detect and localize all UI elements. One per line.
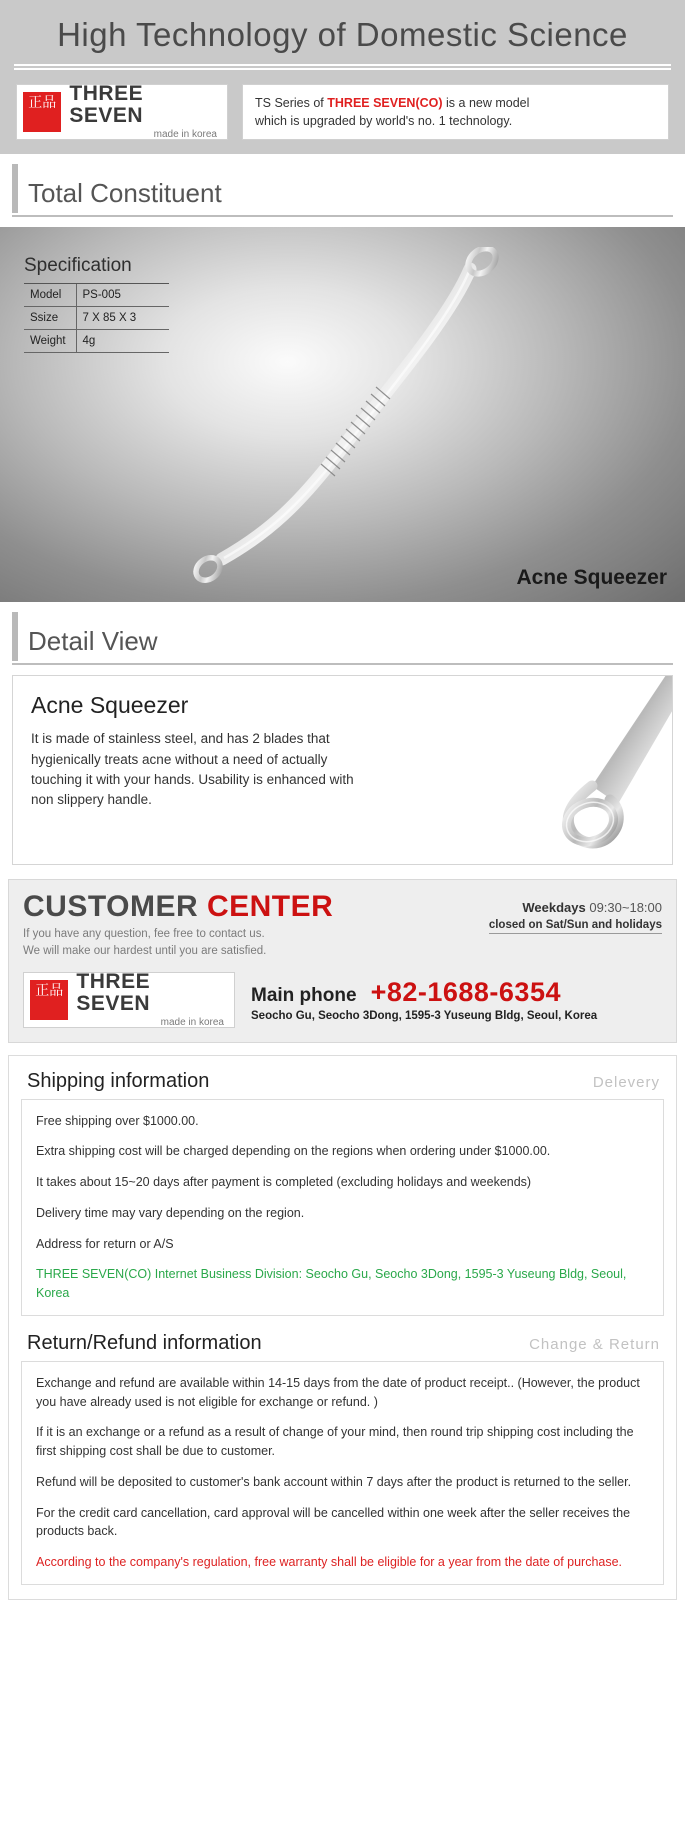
- brand-logo: [16, 84, 228, 140]
- table-row: [24, 284, 169, 307]
- shipping-line: Address for return or A/S: [36, 1236, 174, 1251]
- policy-section: [8, 1055, 677, 1600]
- business-hours-label: Weekdays: [522, 900, 586, 916]
- shipping-tag: Delevery: [592, 1073, 660, 1091]
- brand-tagline: made in korea: [160, 1016, 224, 1028]
- shipping-header: [21, 1066, 664, 1099]
- brand-seal-icon: 正品: [23, 92, 61, 132]
- table-row: [24, 307, 169, 330]
- customer-center-heading-part2: CENTER: [206, 890, 334, 924]
- returns-line: Exchange and refund are available within 14-15 days from the date of product receipt.. (However, the product you have already used is not eligible for exchange or refund. ): [36, 1375, 640, 1409]
- specification-box: [24, 255, 169, 353]
- closed-days-note: closed on Sat/Sun and holidays: [489, 919, 662, 934]
- spec-key: Weight: [24, 330, 76, 353]
- return-address: THREE SEVEN(CO) Internet Business Division: Seocho Gu, Seocho 3Dong, 1595-3 Yuseung Bldg, Seoul, Korea: [36, 1267, 627, 1301]
- header-divider: [14, 64, 671, 70]
- shipping-title: Shipping information: [27, 1069, 210, 1092]
- table-row: [24, 330, 169, 353]
- returns-line: If it is an exchange or a refund as a result of change of your mind, then round trip shipping cost including the first shipping cost shall be due to customer.: [36, 1425, 634, 1459]
- shipping-line: Extra shipping cost will be charged depending on the regions when ordering under $1000.00.: [36, 1144, 551, 1159]
- returns-tag: Change & Return: [529, 1335, 660, 1353]
- detail-closeup-image: [442, 676, 672, 865]
- detail-view-section: [0, 612, 685, 865]
- brand-tagline: made in korea: [153, 129, 217, 141]
- customer-center-heading-part1: CUSTOMER: [23, 890, 207, 924]
- total-constituent-section: [0, 164, 685, 217]
- customer-center-sub-line2: We will make our hardest until you are satisfied.: [23, 944, 267, 957]
- warranty-note: According to the company's regulation, free warranty shall be eligible for a year from the date of purchase.: [36, 1555, 623, 1570]
- header-row: [12, 84, 673, 140]
- customer-center-brand-logo: [23, 969, 235, 1028]
- section-divider: [12, 215, 673, 217]
- main-phone-label: Main phone: [251, 985, 357, 1007]
- returns-line: For the credit card cancellation, card approval will be cancelled within one week after the seller receives the products back.: [36, 1505, 631, 1539]
- returns-title: Return/Refund information: [27, 1331, 262, 1354]
- business-hours-value: 09:30~18:00: [589, 900, 662, 916]
- hero-caption: Acne Squeezer: [516, 566, 667, 590]
- spec-value: 4g: [76, 330, 169, 353]
- returns-line: Refund will be deposited to customer's bank account within 7 days after the product is returned to the seller.: [36, 1474, 632, 1489]
- customer-center-heading: [23, 890, 489, 924]
- shipping-line: Delivery time may vary depending on the region.: [36, 1205, 305, 1220]
- header-note-part2: is a new model: [442, 96, 530, 110]
- specification-title: Specification: [24, 255, 169, 284]
- customer-center-section: [8, 879, 677, 1042]
- brand-seal-icon: 正品: [30, 980, 68, 1020]
- returns-header: [21, 1328, 664, 1361]
- header-note-part1: TS Series of: [255, 96, 328, 110]
- product-hero-image: [0, 227, 685, 602]
- spec-value: 7 X 85 X 3: [76, 307, 169, 330]
- shipping-info-box: [21, 1099, 664, 1316]
- product-name: Acne Squeezer: [31, 692, 189, 719]
- section-divider: [12, 663, 673, 665]
- returns-info-box: [21, 1361, 664, 1585]
- business-hours: [489, 890, 662, 934]
- page-title: High Technology of Domestic Science: [57, 16, 628, 53]
- header-note-highlight: THREE SEVEN(CO): [327, 96, 443, 110]
- total-constituent-title: Total Constituent: [12, 164, 673, 213]
- shipping-line: Free shipping over $1000.00.: [36, 1113, 199, 1128]
- spec-key: Ssize: [24, 307, 76, 330]
- spec-key: Model: [24, 284, 76, 307]
- detail-card: [12, 675, 673, 865]
- spec-value: PS-005: [76, 284, 169, 307]
- main-phone-number[interactable]: +82-1688-6354: [370, 977, 561, 1008]
- customer-center-sub-line1: If you have any question, fee free to contact us.: [23, 928, 265, 941]
- company-address: Seocho Gu, Seocho 3Dong, 1595-3 Yuseung Bldg, Seoul, Korea: [251, 1010, 598, 1023]
- specification-table: [24, 284, 169, 353]
- header-note: [242, 84, 669, 140]
- product-description: It is made of stainless steel, and has 2 blades that hygienically treats acne without a need of actually touching it with your hands. Usability is enhanced with non slippery handle.: [31, 731, 354, 807]
- header-note-line2: which is upgraded by world's no. 1 technology.: [255, 114, 513, 129]
- detail-view-title: Detail View: [12, 612, 673, 661]
- page-header: [0, 0, 685, 154]
- brand-name: THREE SEVEN: [69, 82, 144, 128]
- acne-squeezer-illustration: [150, 247, 530, 587]
- shipping-line: It takes about 15~20 days after payment is completed (excluding holidays and weekends): [36, 1175, 532, 1190]
- brand-name: THREE SEVEN: [76, 969, 151, 1015]
